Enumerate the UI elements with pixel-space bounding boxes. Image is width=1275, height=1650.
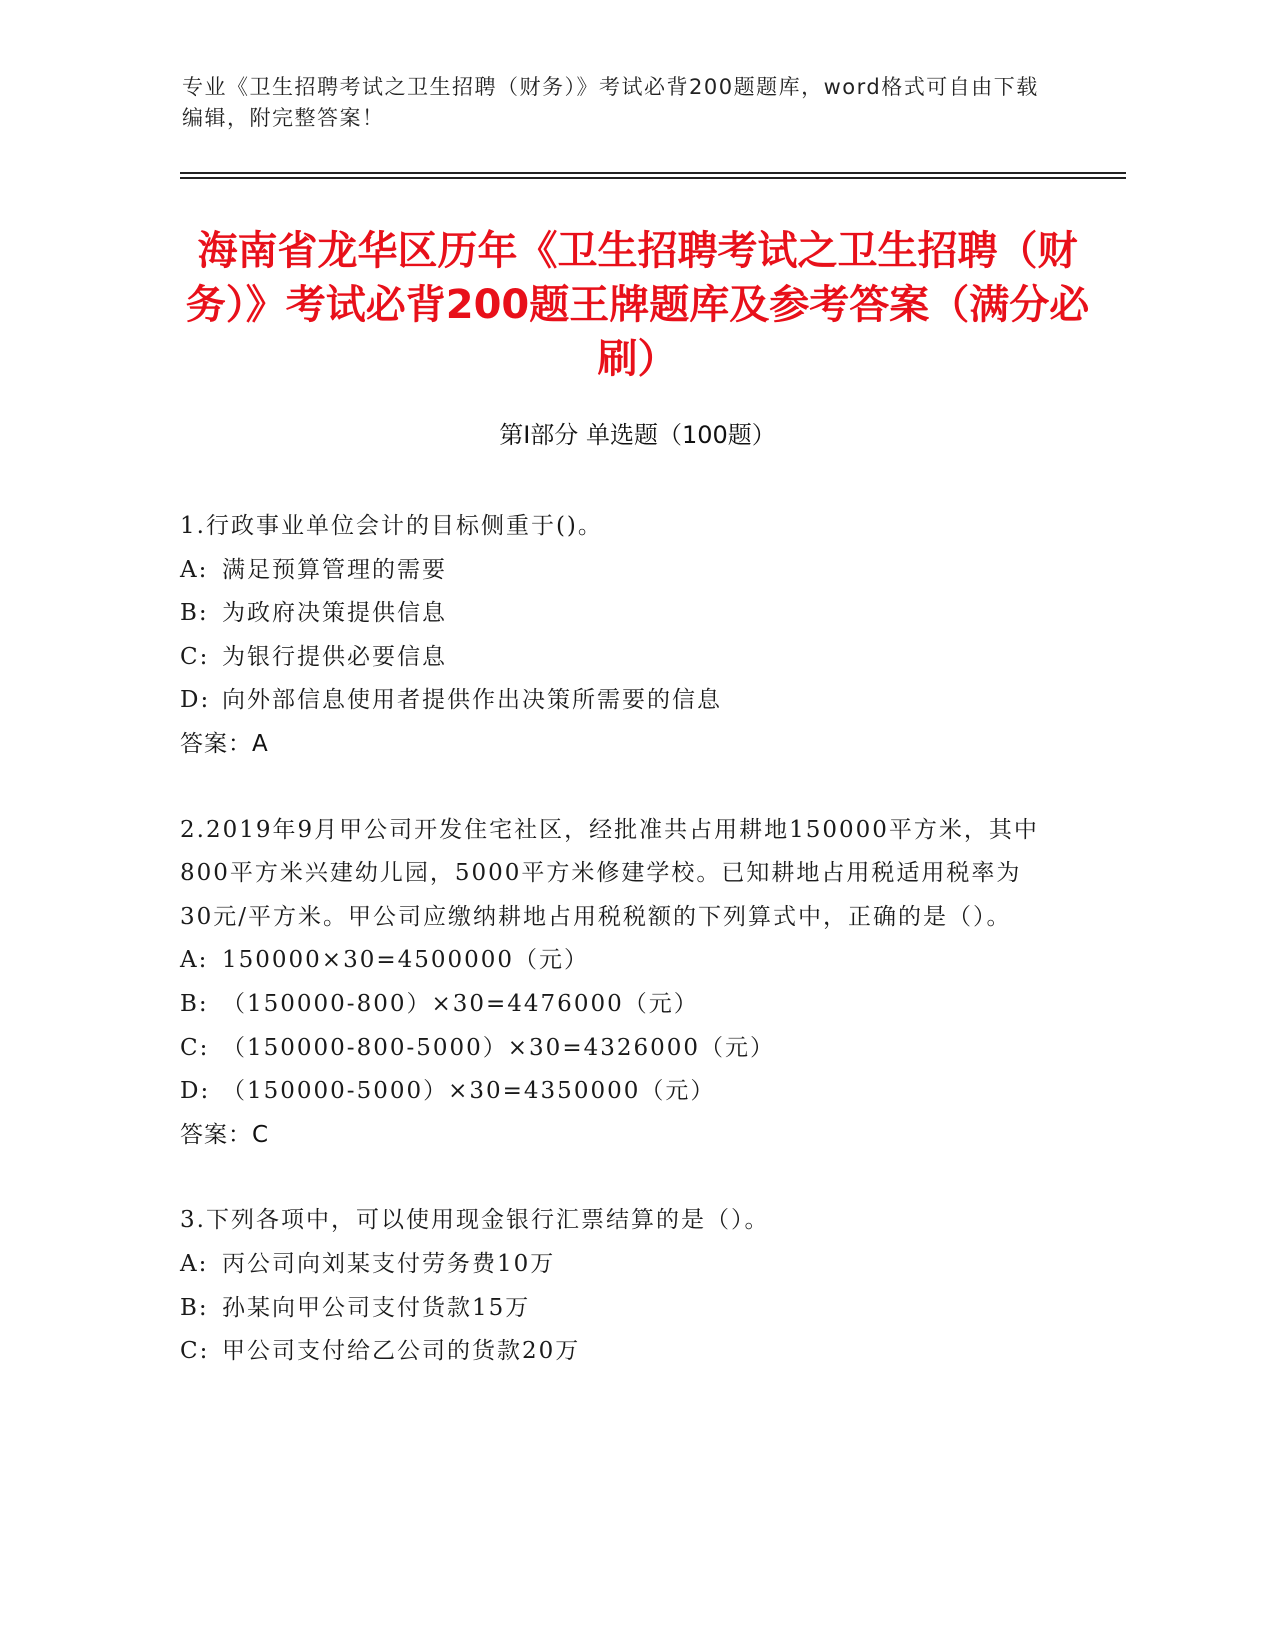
- page-title: 海南省龙华区历年《卫生招聘考试之卫生招聘（财务）》考试必背200题王牌题库及参考答案（满分必刷）: [185, 228, 1090, 382]
- option-text: （150000-800）×30=4476000（元）: [222, 990, 699, 1017]
- option-letter: B:: [180, 990, 209, 1017]
- option-text: （150000-800-5000）×30=4326000（元）: [222, 1034, 776, 1061]
- question-2: [180, 809, 1050, 1158]
- question-1: [180, 505, 1050, 767]
- option-letter: A:: [180, 556, 209, 583]
- option-text: 为政府决策提供信息: [222, 600, 447, 627]
- option-letter: C:: [180, 643, 210, 670]
- option-letter: A:: [180, 947, 209, 974]
- header-rule-bottom: [180, 177, 1126, 179]
- option-d: [180, 679, 1050, 723]
- option-b: [180, 983, 1050, 1027]
- question-stem: 1.行政事业单位会计的目标侧重于()。: [180, 513, 603, 539]
- option-letter: B:: [180, 600, 209, 627]
- option-a: [180, 549, 1050, 593]
- option-text: 150000×30=4500000（元）: [222, 947, 590, 974]
- intro-text: 专业《卫生招聘考试之卫生招聘（财务）》考试必背200题题库，word格式可自由下载编辑，附完整答案！: [182, 75, 1039, 130]
- answer-text: 答案：C: [180, 1121, 270, 1148]
- option-letter: C:: [180, 1338, 210, 1365]
- option-c: [180, 1027, 1050, 1071]
- option-text: （150000-5000）×30=4350000（元）: [222, 1078, 716, 1105]
- option-letter: D:: [180, 687, 211, 714]
- option-text: 丙公司向刘某支付劳务费10万: [222, 1250, 556, 1277]
- option-d: [180, 1070, 1050, 1114]
- option-text: 甲公司支付给乙公司的货款20万: [222, 1338, 581, 1365]
- option-a: [180, 1243, 1050, 1287]
- question-stem: 2.2019年9月甲公司开发住宅社区，经批准共占用耕地150000平方米，其中800平方米兴建幼儿园，5000平方米修建学校。已知耕地占用税适用税率为30元/平方米。甲公司应缴纳耕地占用税税额的下列算式中，正确的是（）。: [180, 816, 1039, 930]
- option-c: [180, 1330, 1050, 1374]
- question-stem: 3.下列各项中，可以使用现金银行汇票结算的是（）。: [180, 1207, 770, 1234]
- question-list: [180, 505, 1050, 1416]
- answer-text: 答案：A: [180, 730, 269, 757]
- option-letter: B:: [180, 1294, 209, 1321]
- section-title: 第Ⅰ部分 单选题（100题）: [499, 421, 776, 449]
- option-a: [180, 939, 1050, 983]
- option-text: 向外部信息使用者提供作出决策所需要的信息: [222, 687, 722, 714]
- option-c: [180, 636, 1050, 680]
- option-b: [180, 592, 1050, 636]
- option-text: 为银行提供必要信息: [222, 643, 447, 670]
- question-3: [180, 1199, 1050, 1373]
- option-b: [180, 1287, 1050, 1331]
- option-text: 孙某向甲公司支付货款15万: [222, 1294, 531, 1321]
- option-letter: C:: [180, 1034, 210, 1061]
- option-letter: D:: [180, 1078, 211, 1105]
- option-text: 满足预算管理的需要: [222, 556, 447, 583]
- header-rule-top: [180, 172, 1126, 174]
- option-letter: A:: [180, 1250, 209, 1277]
